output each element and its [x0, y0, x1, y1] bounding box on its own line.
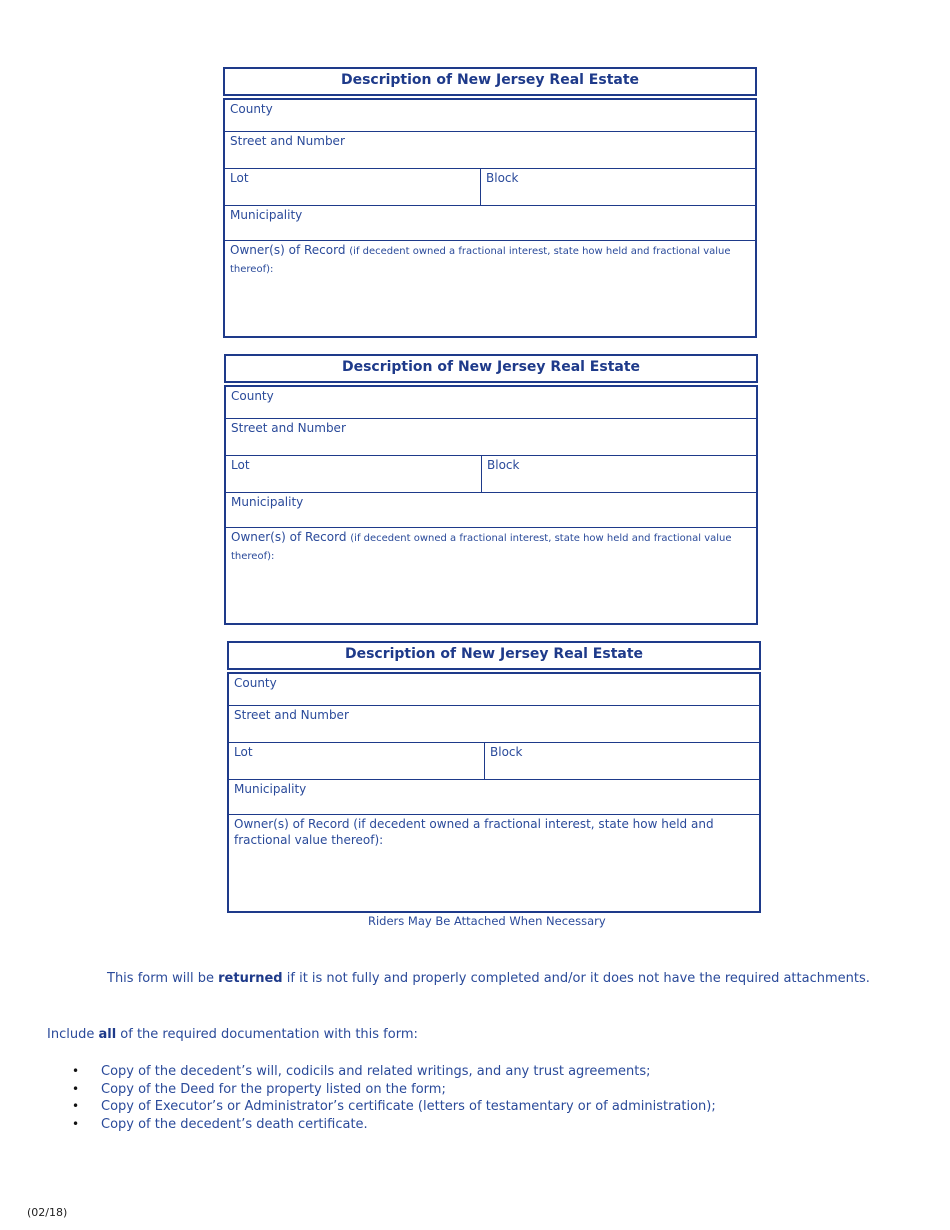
county-field[interactable]: [225, 100, 755, 131]
municipality-label: Municipality: [234, 782, 307, 796]
list-item: • Copy of the decedent’s will, codicils and related writings, and any trust agreements;: [72, 1064, 651, 1079]
required-documents-list: [72, 1063, 716, 1133]
real-estate-block-2: [224, 354, 758, 625]
street-field[interactable]: [229, 706, 759, 742]
municipality-label: Municipality: [231, 495, 304, 509]
county-label: County: [230, 102, 273, 116]
block-field[interactable]: [481, 169, 755, 205]
municipality-field[interactable]: [229, 780, 759, 814]
real-estate-table: [224, 385, 758, 625]
owner-label: Owner(s) of Record (if decedent owned a fractional interest, state how held and fractional value thereof):: [234, 817, 714, 847]
real-estate-table: [223, 98, 757, 338]
owner-note: (if decedent owned a fractional interest, state how held and fractional value thereof):: [230, 246, 731, 275]
lot-field[interactable]: [229, 743, 485, 779]
real-estate-block-1: [223, 67, 757, 338]
list-item: • Copy of the Deed for the property listed on the form;: [72, 1081, 446, 1097]
block-title: Description of New Jersey Real Estate: [227, 641, 761, 670]
lot-label: Lot: [231, 458, 250, 472]
owner-label: Owner(s) of Record: [231, 530, 347, 544]
bullet-icon: •: [72, 1081, 80, 1096]
include-notice: Include all of the required documentation with this form:: [47, 1027, 418, 1042]
returned-notice: This form will be returned if it is not fully and properly completed and/or it does not have the required attachments.: [107, 971, 870, 986]
bullet-icon: •: [72, 1064, 80, 1078]
lot-label: Lot: [230, 171, 249, 185]
block-title: Description of New Jersey Real Estate: [223, 67, 757, 96]
block-field[interactable]: [485, 743, 759, 779]
street-label: Street and Number: [231, 421, 346, 435]
list-item: • Copy of Executor’s or Administrator’s certificate (letters of testamentary or of administration);: [72, 1099, 716, 1114]
block-field[interactable]: [482, 456, 756, 492]
returned-emphasis: returned: [218, 971, 283, 986]
street-field[interactable]: [225, 132, 755, 168]
street-label: Street and Number: [230, 134, 345, 148]
block-label: Block: [486, 171, 519, 185]
block-label: Block: [487, 458, 520, 472]
owner-field[interactable]: [225, 241, 755, 336]
lot-field[interactable]: [225, 169, 481, 205]
real-estate-block-3: [227, 641, 761, 913]
county-field[interactable]: [229, 674, 759, 705]
street-field[interactable]: [226, 419, 756, 455]
revision-date: (02/18): [27, 1206, 68, 1219]
all-emphasis: all: [98, 1027, 117, 1042]
municipality-label: Municipality: [230, 208, 303, 222]
block-label: Block: [490, 745, 523, 759]
county-field[interactable]: [226, 387, 756, 418]
bullet-icon: •: [72, 1099, 80, 1113]
street-label: Street and Number: [234, 708, 349, 722]
lot-label: Lot: [234, 745, 253, 759]
list-item: • Copy of the decedent’s death certificate.: [72, 1116, 368, 1132]
municipality-field[interactable]: [225, 206, 755, 240]
owner-field[interactable]: [226, 528, 756, 623]
county-label: County: [231, 389, 274, 403]
riders-note: Riders May Be Attached When Necessary: [368, 914, 606, 928]
municipality-field[interactable]: [226, 493, 756, 527]
owner-field[interactable]: [229, 815, 759, 911]
lot-field[interactable]: [226, 456, 482, 492]
owner-note: (if decedent owned a fractional interest, state how held and fractional value thereof):: [231, 533, 732, 562]
bullet-icon: •: [72, 1116, 80, 1131]
owner-label: Owner(s) of Record: [230, 243, 346, 257]
real-estate-table: [227, 672, 761, 913]
county-label: County: [234, 676, 277, 690]
block-title: Description of New Jersey Real Estate: [224, 354, 758, 383]
